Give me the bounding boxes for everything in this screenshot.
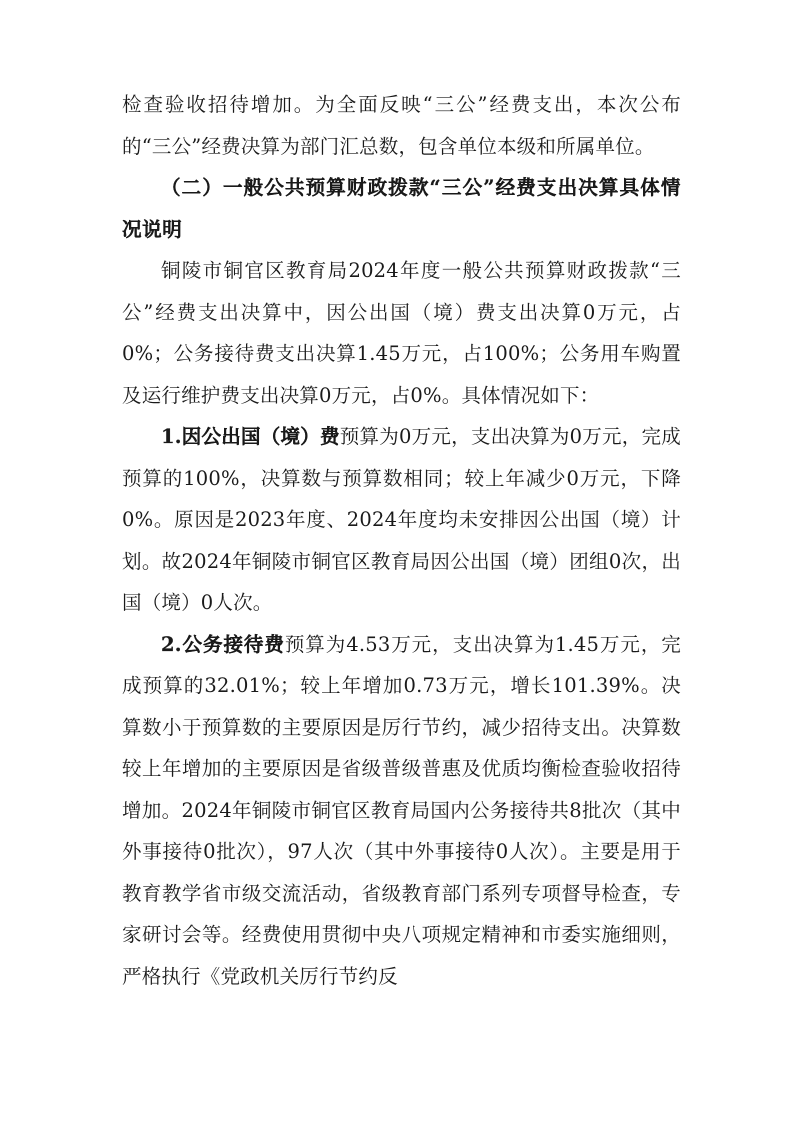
paragraph-item-2-reception	[122, 624, 681, 998]
paragraph-continued-three-public-summary	[122, 84, 681, 167]
item-label-abroad-fee: 1.因公出国（境）费	[161, 425, 340, 448]
paragraph-item-1-abroad	[122, 416, 681, 624]
text-run: 检查验收招待增加。为全面反映“三公”经费支出，本次公布的“三公”经费决算为部门汇总数，包含单位本级和所属单位。	[122, 93, 681, 158]
document-body	[122, 84, 681, 997]
heading-text: （二）一般公共预算财政拨款“三公”经费支出决算具体情况说明	[122, 176, 681, 241]
text-run: 预算为0万元，支出决算为0万元，完成预算的100%，决算数与预算数相同；较上年减少0万元，下降0%。原因是2023年度、2024年度均未安排因公出国（境）计划。故2024年铜陵市铜官区教育局因公出国（境）团组0次，出国（境）0人次。	[122, 425, 681, 614]
paragraph-overview-2024	[122, 250, 681, 416]
heading-section-2	[122, 167, 681, 250]
item-label-reception-fee: 2.公务接待费	[161, 632, 285, 656]
text-run: 预算为4.53万元，支出决算为1.45万元，完成预算的32.01%；较上年增加0.73万元，增长101.39%。决算数小于预算数的主要原因是厉行节约，减少招待支出。决算数较上年增加的主要原因是省级普级普惠及优质均衡检查验收招待增加。2024年铜陵市铜官区教育局国内公务接待共8批次（其中外事接待0批次），97人次（其中外事接待0人次）。主要是用于教育教学省市级交流活动，省级教育部门系列专项督导检查，专家研讨会等。经费使用贯彻中央八项规定精神和市委实施细则，严格执行《党政机关厉行节约反	[122, 632, 681, 988]
text-run: 铜陵市铜官区教育局2024年度一般公共预算财政拨款“三公”经费支出决算中，因公出国（境）费支出决算0万元，占0%；公务接待费支出决算1.45万元，占100%；公务用车购置及运行维护费支出决算0万元，占0%。具体情况如下：	[122, 259, 681, 407]
